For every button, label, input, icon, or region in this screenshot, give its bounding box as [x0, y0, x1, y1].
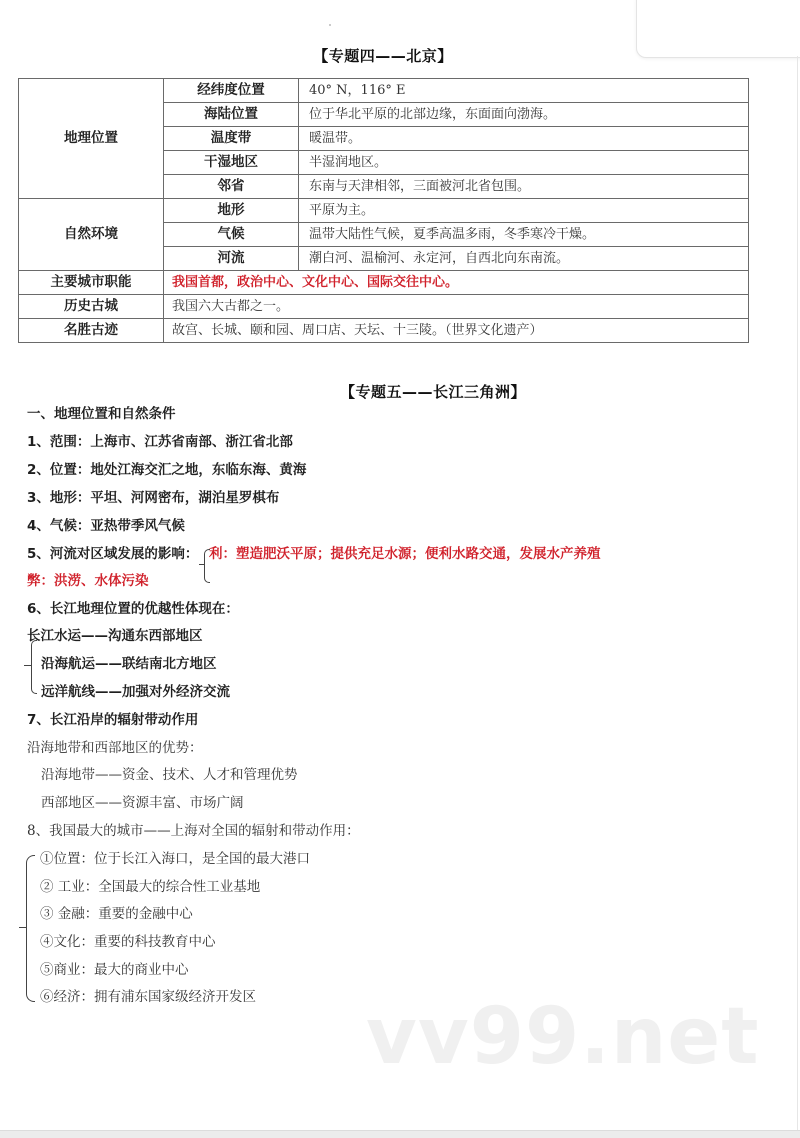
- row-key: 气候: [164, 223, 299, 247]
- brace-icon: [26, 855, 35, 1002]
- row-group-label: 历史古城: [19, 295, 164, 319]
- radiation-point: 西部地区——资源丰富、市场广阔: [41, 795, 244, 811]
- row-key: 海陆位置: [164, 103, 299, 127]
- row-value: 东南与天津相邻，三面被河北省包围。: [299, 175, 749, 199]
- section4-title: 【专题四——北京】: [313, 47, 453, 65]
- watermark: vv99.net: [366, 992, 760, 1082]
- row-value: 位于华北平原的北部边缘，东面面向渤海。: [299, 103, 749, 127]
- row-value: 暖温带。: [299, 127, 749, 151]
- brace-tip: [19, 927, 26, 928]
- stray-dot: [329, 24, 331, 26]
- row-value: 温带大陆性气候，夏季高温多雨，冬季寒冷干燥。: [299, 223, 749, 247]
- shanghai-point: ①位置：位于长江入海口，是全国的最大港口: [40, 851, 310, 867]
- row-key: 经纬度位置: [164, 79, 299, 103]
- row-group-label: 自然环境: [19, 199, 164, 271]
- list-item-rivers: 5、河流对区域发展的影响：: [27, 546, 199, 562]
- page-edge: [797, 56, 798, 1132]
- row-value-highlight: 我国首都，政治中心、文化中心、国际交往中心。: [164, 271, 749, 295]
- row-group-label: 地理位置: [19, 79, 164, 199]
- row-group-label: 主要城市职能: [19, 271, 164, 295]
- radiation-point: 沿海地带——资金、技术、人才和管理优势: [41, 767, 298, 783]
- row-key: 邻省: [164, 175, 299, 199]
- advantage-point: 沿海航运——联结南北方地区: [41, 656, 217, 672]
- list-item-shanghai: 8、我国最大的城市——上海对全国的辐射和带动作用：: [27, 823, 360, 839]
- list-item: 2、位置：地处江海交汇之地，东临东海、黄海: [27, 462, 307, 478]
- section5-title: 【专题五——长江三角洲】: [340, 383, 527, 401]
- row-value: 40° N，116° E: [299, 79, 749, 103]
- brace-icon: [31, 640, 37, 694]
- heading-geography: 一、地理位置和自然条件: [27, 406, 176, 422]
- table-row: [19, 319, 749, 343]
- radiation-intro: 沿海地带和西部地区的优势：: [27, 740, 203, 756]
- row-value: 故宫、长城、颐和园、周口店、天坛、十三陵。（世界文化遗产）: [164, 319, 749, 343]
- shanghai-point: ⑥经济：拥有浦东国家级经济开发区: [40, 989, 256, 1005]
- row-key: 干湿地区: [164, 151, 299, 175]
- list-item: 3、地形：平坦、河网密布，湖泊星罗棋布: [27, 490, 280, 506]
- brace-tip: [199, 564, 204, 565]
- shanghai-point: ④文化：重要的科技教育中心: [40, 934, 216, 950]
- row-key: 地形: [164, 199, 299, 223]
- table-row: [19, 199, 749, 223]
- shanghai-point: ③ 金融：重要的金融中心: [40, 906, 193, 922]
- table-row: [19, 295, 749, 319]
- table-row: [19, 271, 749, 295]
- list-item: 4、气候：亚热带季风气候: [27, 518, 185, 534]
- row-key: 温度带: [164, 127, 299, 151]
- table-row: [19, 79, 749, 103]
- shanghai-point: ⑤商业：最大的商业中心: [40, 962, 189, 978]
- row-value: 平原为主。: [299, 199, 749, 223]
- row-group-label: 名胜古迹: [19, 319, 164, 343]
- row-value: 潮白河、温榆河、永定河，自西北向东南流。: [299, 247, 749, 271]
- list-item: 1、范围：上海市、江苏省南部、浙江省北部: [27, 434, 293, 450]
- row-key: 河流: [164, 247, 299, 271]
- list-item-radiation: 7、长江沿岸的辐射带动作用: [27, 712, 199, 728]
- river-pro: 利：塑造肥沃平原；提供充足水源；便利水路交通，发展水产养殖: [209, 546, 601, 562]
- list-item-advantages: 6、长江地理位置的优越性体现在：: [27, 601, 239, 617]
- river-con: 弊：洪涝、水体污染: [27, 573, 149, 589]
- brace-tip: [24, 665, 31, 666]
- beijing-table: [18, 78, 749, 343]
- shanghai-point: ② 工业：全国最大的综合性工业基地: [40, 879, 261, 895]
- advantage-point: 长江水运——沟通东西部地区: [27, 628, 203, 644]
- row-value: 半湿润地区。: [299, 151, 749, 175]
- row-value: 我国六大古都之一。: [164, 295, 749, 319]
- advantage-point: 远洋航线——加强对外经济交流: [41, 684, 230, 700]
